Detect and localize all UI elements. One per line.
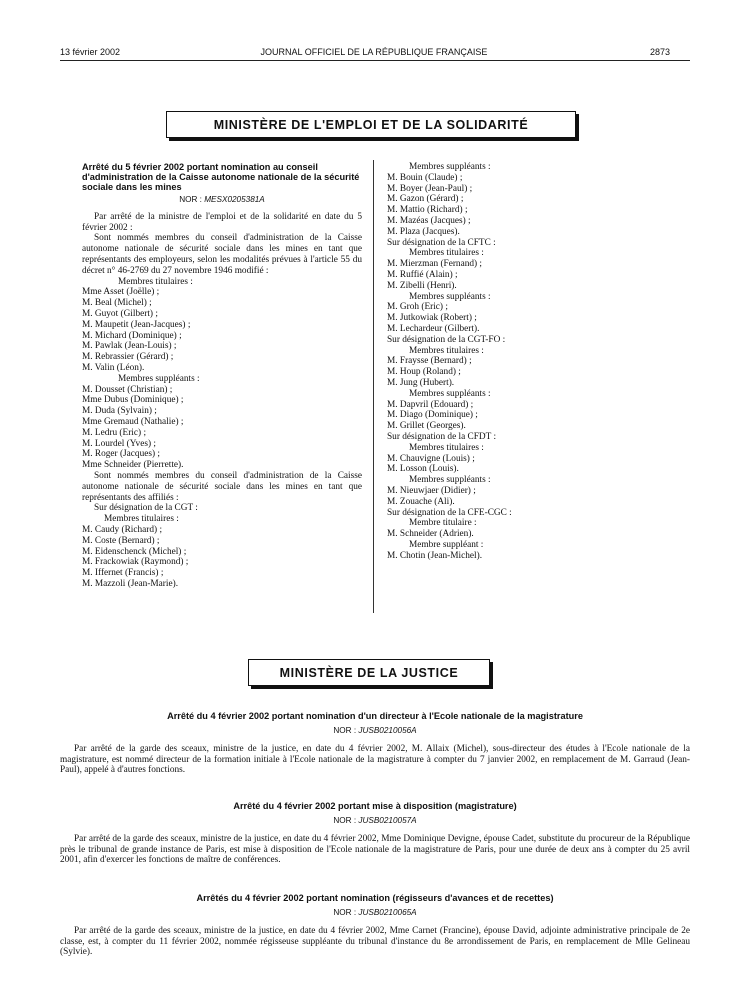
page-number: 2873 [650, 47, 671, 57]
union-label: Sur désignation de la CGT-FO : [387, 334, 506, 345]
justice-decree-3 [60, 893, 690, 958]
member-name: Mme Dubus (Dominique) ; [82, 395, 184, 406]
justice-decree-1 [60, 711, 690, 776]
member-name: M. Dousset (Christian) ; [82, 384, 173, 395]
left-column [82, 162, 362, 590]
member-name: M. Caudy (Richard) ; [82, 524, 163, 535]
paragraph: Par arrêté de la garde des sceaux, ministre de la justice, en date du 4 février 2002, Mme Carnet (Francine), épouse David, adjointe administrative principale de 2e classe, est, à compter du 11 février 2002, nommée régisseuse suppléante du tribunal d'instance du 8e arrondissement de Paris, en remplacement de Mlle Gelineau (Sylvie). [60, 926, 690, 958]
ministry-heading-justice: MINISTÈRE DE LA JUSTICE [248, 659, 490, 686]
paragraph: Sont nommés membres du conseil d'administration de la Caisse autonome nationale de sécurité sociale dans les mines en tant que représentants des affiliés : [82, 470, 362, 503]
member-name: M. Lourdel (Yves) ; [82, 438, 156, 449]
right-column [387, 162, 667, 561]
member-name: M. Lechardeur (Gilbert). [387, 323, 480, 334]
group-label: Membres titulaires : [118, 276, 193, 287]
member-name: M. Plaza (Jacques). [387, 226, 460, 237]
member-name: M. Mierzman (Fernand) ; [387, 259, 483, 270]
member-name: M. Jutkowiak (Robert) ; [387, 313, 477, 324]
member-name: M. Duda (Sylvain) ; [82, 406, 157, 417]
nor-reference: NOR : MESX0205381A [179, 195, 265, 204]
member-name: M. Pawlak (Jean-Louis) ; [82, 341, 177, 352]
member-name: M. Guyot (Gilbert) ; [82, 308, 158, 319]
group-label: Membres suppléants : [409, 291, 491, 302]
header-date: 13 février 2002 [60, 47, 121, 57]
decree-title: Arrêtés du 4 février 2002 portant nomination (régisseurs d'avances et de recettes) [196, 893, 554, 903]
union-label: Sur désignation de la CFDT : [387, 431, 497, 442]
member-name: M. Maupetit (Jean-Jacques) ; [82, 319, 191, 330]
group-label: Membres suppléants : [409, 475, 491, 486]
journal-title: JOURNAL OFFICIEL DE LA RÉPUBLIQUE FRANÇAISE [260, 47, 488, 57]
union-label: Sur désignation de la CFE-CGC : [387, 507, 512, 518]
member-name: M. Dapvril (Edouard) ; [387, 399, 474, 410]
group-label: Membres suppléants : [409, 388, 491, 399]
member-name: M. Ruffié (Alain) ; [387, 269, 458, 280]
ministry-heading-emploi: MINISTÈRE DE L'EMPLOI ET DE LA SOLIDARITÉ [166, 111, 576, 138]
paragraph: Sont nommés membres du conseil d'administration de la Caisse autonome nationale de sécurité sociale dans les mines en tant que représentants des employeurs, selon les modalités prévues à l'article 55 du décret n° 46-2769 du 27 novembre 1946 modifié : [82, 233, 362, 276]
member-name: M. Eidenschenck (Michel) ; [82, 546, 187, 557]
paragraph: Par arrêté de la garde des sceaux, ministre de la justice, en date du 4 février 2002, Mme Dominique Devigne, épouse Cadet, substitute du procureur de la République près le tribunal de grande instance de Paris, est mise à disposition de l'Ecole nationale de la magistrature de Paris, pour une durée de deux ans à compter du 25 avril 2001, afin d'exercer les fonctions de maître de conférences. [60, 834, 690, 866]
member-name: M. Frackowiak (Raymond) ; [82, 557, 189, 568]
justice-decree-2 [60, 801, 690, 866]
member-list [387, 529, 667, 540]
member-name: M. Boyer (Jean-Paul) ; [387, 183, 473, 194]
member-list [387, 302, 667, 334]
member-name: M. Schneider (Adrien). [387, 529, 474, 540]
nor-reference: NOR : JUSB0210057A [333, 815, 417, 825]
member-list [387, 551, 667, 562]
member-name: M. Fraysse (Bernard) ; [387, 356, 472, 367]
group-label: Membre titulaire : [409, 518, 477, 529]
member-name: M. Losson (Louis). [387, 464, 459, 475]
member-name: M. Bouin (Claude) ; [387, 172, 463, 183]
paragraph: Par arrêté de la ministre de l'emploi et de la solidarité en date du 5 février 2002 : [82, 211, 362, 233]
group-label: Membres suppléants : [409, 162, 491, 172]
group-label: Membres titulaires : [409, 345, 484, 356]
nor-reference: NOR : JUSB0210056A [333, 725, 417, 735]
member-name: M. Zouache (Ali). [387, 496, 455, 507]
member-name: M. Coste (Bernard) ; [82, 535, 160, 546]
member-name: M. Beal (Michel) ; [82, 298, 152, 309]
member-name: Mme Schneider (Pierrette). [82, 460, 184, 471]
header-rule [60, 60, 690, 61]
nor-reference: NOR : JUSB0210065A [333, 907, 417, 917]
group-label: Membres titulaires : [104, 514, 179, 525]
member-list [82, 525, 362, 590]
member-list [82, 287, 362, 373]
union-label: Sur désignation de la CFTC : [387, 237, 496, 248]
member-name: M. Rebrassier (Gérard) ; [82, 352, 174, 363]
member-name: M. Houp (Roland) ; [387, 367, 461, 378]
member-list [387, 259, 667, 291]
member-name: M. Valin (Léon). [82, 362, 145, 373]
member-name: M. Roger (Jacques) ; [82, 449, 160, 460]
member-list [387, 173, 667, 238]
member-name: M. Mazzoli (Jean-Marie). [82, 578, 179, 589]
member-list [387, 356, 667, 388]
paragraph: Par arrêté de la garde des sceaux, ministre de la justice, en date du 4 février 2002, M. Allaix (Michel), sous-directeur des études à l'Ecole nationale de la magistrature, est nommé directeur de la formation initiale à l'Ecole nationale de la magistrature à compter du 7 janvier 2002, en remplacement de M. Garraud (Jean-Paul), appelé à d'autres fonctions. [60, 744, 690, 776]
member-name: M. Nieuwjaer (Didier) ; [387, 485, 476, 496]
member-name: M. Ledru (Eric) ; [82, 427, 147, 438]
member-name: Mme Asset (Joëlle) ; [82, 287, 160, 298]
member-name: M. Chotin (Jean-Michel). [387, 550, 483, 561]
member-list [387, 400, 667, 432]
group-label: Membres titulaires : [409, 248, 484, 259]
member-name: M. Groh (Eric) ; [387, 302, 448, 313]
decree-title: Arrêté du 5 février 2002 portant nomination au conseil d'administration de la Caisse autonome nationale de la sécurité sociale dans les mines [82, 162, 360, 192]
group-label: Membres titulaires : [409, 442, 484, 453]
member-name: M. Grillet (Georges). [387, 421, 466, 432]
member-name: M. Gazon (Gérard) ; [387, 194, 464, 205]
member-name: M. Michard (Dominique) ; [82, 330, 182, 341]
member-name: M. Mattio (Richard) ; [387, 205, 468, 216]
decree-title: Arrêté du 4 février 2002 portant nomination d'un directeur à l'Ecole nationale de la magistrature [167, 711, 583, 721]
member-list [387, 486, 667, 508]
group-label: Membres suppléants : [118, 373, 200, 384]
member-name: M. Zibelli (Henri). [387, 280, 457, 291]
member-name: M. Mazéas (Jacques) ; [387, 215, 471, 226]
member-list [387, 454, 667, 476]
member-name: M. Chauvigne (Louis) ; [387, 453, 475, 464]
union-label: Sur désignation de la CGT : [94, 503, 198, 514]
member-name: M. Jung (Hubert). [387, 377, 455, 388]
member-list [82, 385, 362, 471]
member-name: M. Diago (Dominique) ; [387, 410, 478, 421]
member-name: M. Iffernet (Francis) ; [82, 568, 164, 579]
member-name: Mme Gremaud (Nathalie) ; [82, 416, 184, 427]
group-label: Membre suppléant : [409, 539, 484, 550]
column-divider [373, 160, 374, 613]
decree-title: Arrêté du 4 février 2002 portant mise à disposition (magistrature) [233, 801, 517, 811]
